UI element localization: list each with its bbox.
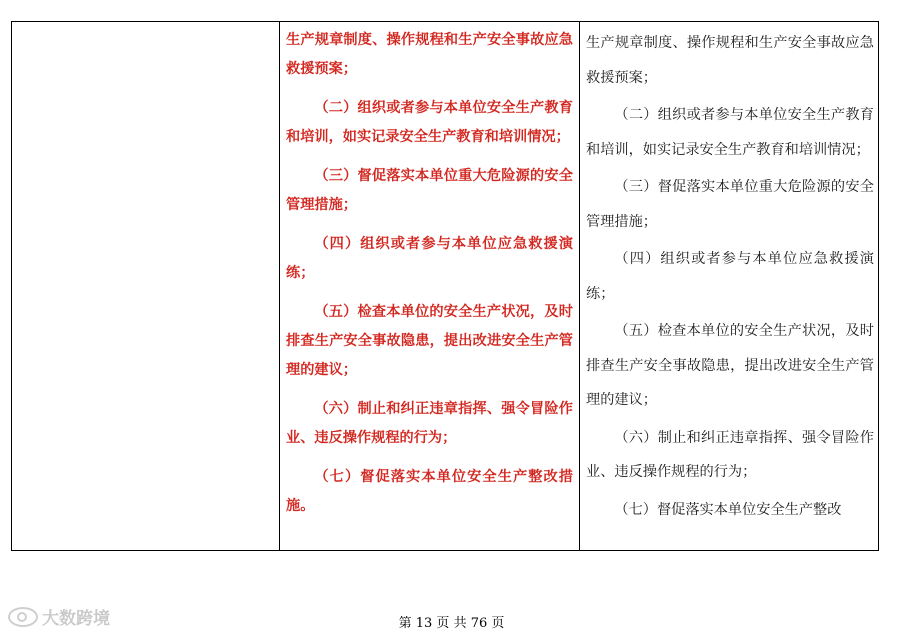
revised-text-column [280,22,579,550]
watermark-text: 大数跨境 [42,609,110,629]
original-text-column [580,22,880,550]
paragraph: （七）督促落实本单位安全生产整改措施。 [286,469,573,514]
paragraph: （七）督促落实本单位安全生产整改 [614,501,842,518]
paragraph: （二）组织或者参与本单位安全生产教育和培训，如实记录安全生产教育和培训情况； [586,107,874,158]
paragraph: （五）检查本单位的安全生产状况，及时排查生产安全事故隐患，提出改进安全生产管理的建议； [286,304,573,378]
paragraph: （三）督促落实本单位重大危险源的安全管理措施； [586,179,874,230]
paragraph: （五）检查本单位的安全生产状况，及时排查生产安全事故隐患，提出改进安全生产管理的建议； [586,323,874,408]
paragraph: （六）制止和纠正违章指挥、强令冒险作业、违反操作规程的行为； [586,429,874,480]
paragraph: 生产规章制度、操作规程和生产安全事故应急救援预案； [586,35,874,86]
paragraph: （六）制止和纠正违章指挥、强令冒险作业、违反操作规程的行为； [286,401,573,446]
paragraph: （四）组织或者参与本单位应急救援演练； [286,236,573,281]
paragraph: 生产规章制度、操作规程和生产安全事故应急救援预案； [286,32,573,77]
comparison-table [11,21,879,551]
paragraph: （四）组织或者参与本单位应急救援演练； [586,251,874,302]
paragraph: （三）督促落实本单位重大危险源的安全管理措施； [286,168,573,213]
paragraph: （二）组织或者参与本单位安全生产教育和培训，如实记录安全生产教育和培训情况； [286,100,573,145]
page-number: 第 13 页 共 76 页 [398,616,505,631]
